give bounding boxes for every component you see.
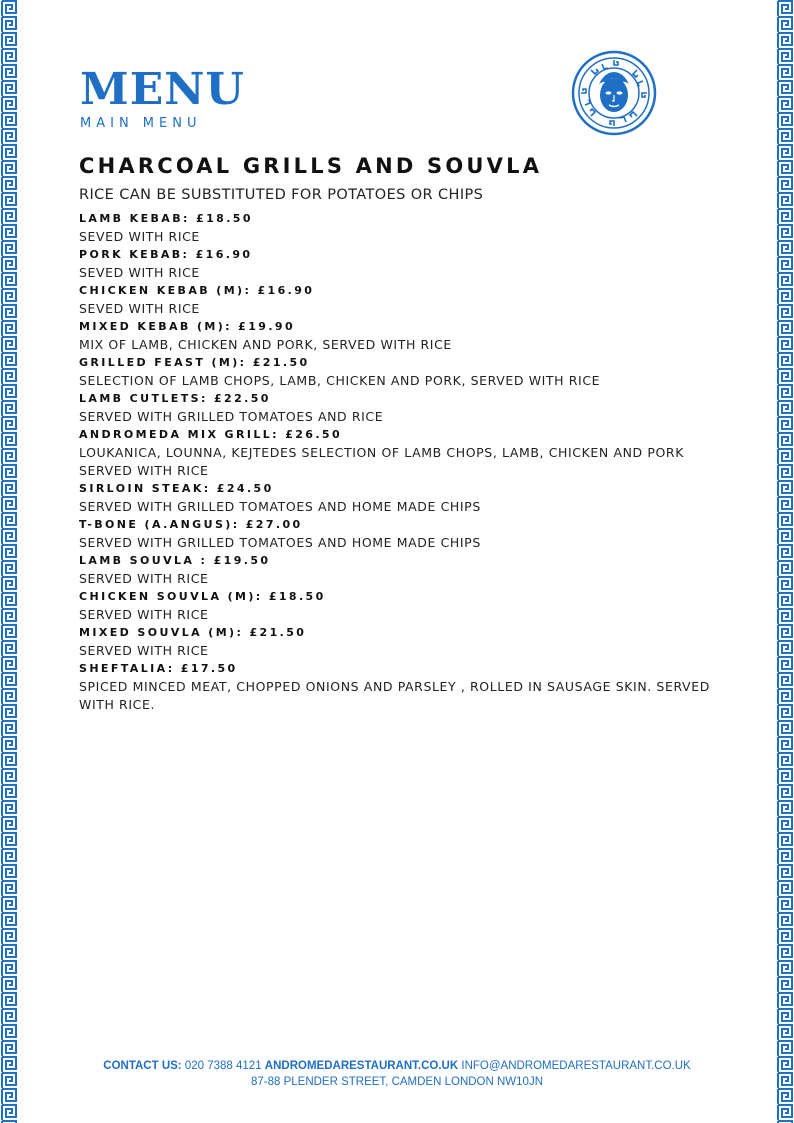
menu-item-description: SELECTION OF LAMB CHOPS, LAMB, CHICKEN AND PORK, SERVED WITH RICE: [79, 373, 601, 388]
menu-item-name: SIRLOIN STEAK: £24.50: [79, 482, 274, 495]
menu-item: [79, 318, 719, 354]
menu-item-description: SEVED WITH RICE: [79, 301, 200, 316]
menu-item-description: SERVED WITH GRILLED TOMATOES AND HOME MADE CHIPS: [79, 535, 481, 550]
menu-item-description: SEVED WITH RICE: [79, 229, 200, 244]
greek-key-border-left: [0, 0, 18, 1123]
menu-item-description: SERVED WITH GRILLED TOMATOES AND RICE: [79, 409, 384, 424]
menu-item-description: MIX OF LAMB, CHICKEN AND PORK, SERVED WITH RICE: [79, 337, 452, 352]
contact-email[interactable]: INFO@ANDROMEDARESTAURANT.CO.UK: [461, 1060, 691, 1072]
menu-item-description: SERVED WITH GRILLED TOMATOES AND HOME MADE CHIPS: [79, 499, 481, 514]
menu-item: [79, 354, 719, 390]
menu-item-name: CHICKEN KEBAB (M): £16.90: [79, 284, 315, 297]
menu-item-name: SHEFTALIA: £17.50: [79, 662, 238, 675]
contact-website[interactable]: ANDROMEDARESTAURANT.CO.UK: [264, 1060, 459, 1072]
menu-item-description: SERVED WITH RICE: [79, 643, 209, 658]
contact-phone: 020 7388 4121: [184, 1060, 262, 1072]
menu-item-description: SPICED MINCED MEAT, CHOPPED ONIONS AND PARSLEY , ROLLED IN SAUSAGE SKIN. SERVED WITH RICE.: [79, 679, 710, 712]
menu-items: [79, 210, 719, 714]
section-title: CHARCOAL GRILLS AND SOUVLA: [79, 154, 543, 178]
menu-item: [79, 516, 719, 552]
menu-item-description: SERVED WITH RICE: [79, 571, 209, 586]
menu-section: [79, 152, 719, 714]
menu-item-name: MIXED SOUVLA (M): £21.50: [79, 626, 307, 639]
menu-item-name: ANDROMEDA MIX GRILL: £26.50: [79, 428, 343, 441]
menu-item-name: LAMB CUTLETS: £22.50: [79, 392, 271, 405]
menu-item: [79, 480, 719, 516]
greek-key-border-right: [776, 0, 794, 1123]
menu-item-description: LOUKANICA, LOUNNA, KEJTEDES SELECTION OF LAMB CHOPS, LAMB, CHICKEN AND PORK SERVED WITH RICE: [79, 445, 685, 478]
menu-item-name: LAMB SOUVLA : £19.50: [79, 554, 271, 567]
menu-item: [79, 390, 719, 426]
menu-item: [79, 588, 719, 624]
menu-header: [80, 66, 245, 131]
contact-address: 87-88 PLENDER STREET, CAMDEN LONDON NW10JN: [250, 1076, 544, 1088]
menu-item-description: SEVED WITH RICE: [79, 265, 200, 280]
menu-item: [79, 660, 719, 714]
menu-item-name: GRILLED FEAST (M): £21.50: [79, 356, 310, 369]
menu-item-name: LAMB KEBAB: £18.50: [79, 212, 253, 225]
page-title: MENU: [80, 64, 245, 115]
menu-item-name: PORK KEBAB: £16.90: [79, 248, 253, 261]
menu-item: [79, 426, 719, 480]
section-note: RICE CAN BE SUBSTITUTED FOR POTATOES OR CHIPS: [79, 187, 484, 203]
menu-item-description: SERVED WITH RICE: [79, 607, 209, 622]
page-subtitle: MAIN MENU: [80, 116, 202, 131]
menu-item: [79, 246, 719, 282]
menu-item: [79, 210, 719, 246]
contact-label: CONTACT US:: [103, 1060, 182, 1072]
menu-item: [79, 282, 719, 318]
menu-item-name: T-BONE (A.ANGUS): £27.00: [79, 518, 303, 531]
menu-item: [79, 552, 719, 588]
menu-item: [79, 624, 719, 660]
menu-item-name: CHICKEN SOUVLA (M): £18.50: [79, 590, 326, 603]
menu-item-name: MIXED KEBAB (M): £19.90: [79, 320, 296, 333]
footer: [0, 1058, 794, 1090]
footer-contact-line: [0, 1058, 794, 1074]
medusa-logo-icon: [571, 50, 657, 136]
